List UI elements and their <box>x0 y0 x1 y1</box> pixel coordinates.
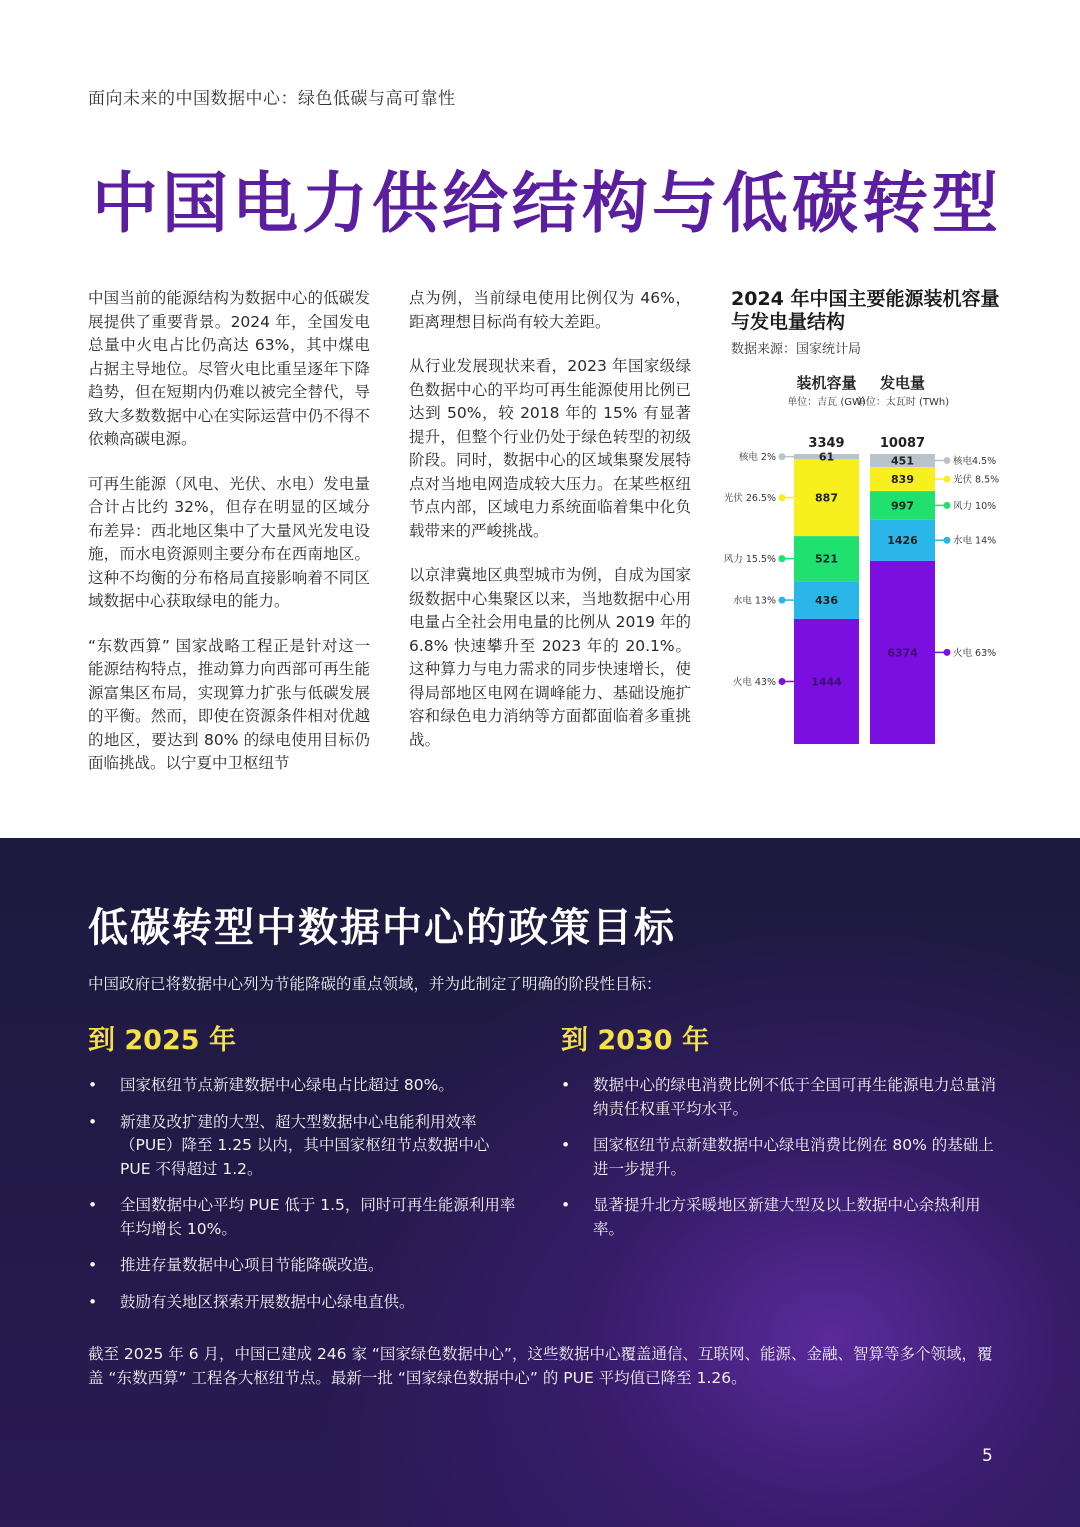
list-item: • 新建及改扩建的大型、超大型数据中心电能利用效率（PUE）降至 1.25 以内，其中国家枢纽节点数据中心 PUE 不得超过 1.2。 <box>88 1111 523 1182</box>
bar-value-label: 61 <box>818 450 835 464</box>
segment-percent-label: 风力 10% <box>953 500 997 512</box>
paragraph: 可再生能源（风电、光伏、水电）发电量合计占比约 32%，但存在明显的区域分布差异：西北地区集中了大量风光发电设施，而水电资源则主要分布在西南地区。这种不均衡的分布格局直接影响着不同区域数据中心获取绿电的能力。 <box>88 474 370 610</box>
paragraph: 中国当前的能源结构为数据中心的低碳发展提供了重要背景。2024 年，全国发电总量中火电占比仍高达 63%，其中煤电占据主导地位。尽管火电比重呈逐年下降趋势，但在短期内仍难以被完全替代，导致大多数数据中心在实际运营中仍不得不依赖高碳电源。 <box>88 289 370 448</box>
header-kicker: 面向未来的中国数据中心：绿色低碳与高可靠性 <box>88 89 456 109</box>
paragraph: “东数西算” 国家战略工程正是针对这一能源结构特点，推动算力向西部可再生能源富集区布局，实现算力扩张与低碳发展的平衡。然而，即使在资源条件相对优越的地区，要达到 80% 的绿电使用目标仍面临挑战。以宁夏中卫枢纽节 <box>88 636 370 772</box>
segment-percent-label: 光伏 26.5% <box>723 493 776 505</box>
legend-dot <box>779 453 786 460</box>
legend-dot <box>944 457 951 464</box>
legend-dot <box>944 502 951 509</box>
legend-dot <box>944 476 951 483</box>
text-column-2 <box>409 287 691 773</box>
bar-value-label: 887 <box>815 491 838 505</box>
legend-dot <box>944 649 951 656</box>
page-title: 中国电力供给结构与低碳转型 <box>92 165 1002 242</box>
list-2025 <box>88 1074 523 1327</box>
segment-percent-label: 核电 2% <box>738 452 776 464</box>
segment-percent-label: 核电4.5% <box>953 455 997 467</box>
segment-percent-label: 水电 14% <box>953 535 997 547</box>
policy-title: 低碳转型中数据中心的政策目标 <box>88 905 676 951</box>
list-item: • 国家枢纽节点新建数据中心绿电消费比例在 80% 的基础上进一步提升。 <box>561 1134 996 1181</box>
paragraph: 点为例，当前绿电使用比例仅为 46%，距离理想目标尚有较大差距。 <box>409 289 691 331</box>
bar-value-label: 521 <box>815 552 838 566</box>
bar-group-unit: 单位：吉瓦 (GW) <box>787 397 866 408</box>
legend-dot <box>779 678 786 685</box>
bar-total-label: 3349 <box>808 436 845 451</box>
bar-value-label: 1426 <box>887 534 918 548</box>
paragraph: 以京津冀地区典型城市为例，自成为国家级数据中心集聚区以来，当地数据中心用电量占全社会用电量的比例从 2019 年的 6.8% 快速攀升至 2023 年的 20.1%。这种算力与电力需求的同步快速增长，使得局部地区电网在调峰能力、基础设施扩容和绿色电力消纳等方面都面临着多重挑战。 <box>409 566 691 749</box>
text-column-1 <box>88 287 370 797</box>
bar-value-label: 451 <box>891 454 914 468</box>
list-item: • 数据中心的绿电消费比例不低于全国可再生能源电力总量消纳责任权重平均水平。 <box>561 1074 996 1121</box>
segment-percent-label: 火电 43% <box>732 676 776 688</box>
list-item: • 推进存量数据中心项目节能降碳改造。 <box>88 1254 523 1278</box>
energy-chart <box>720 288 1020 758</box>
segment-percent-label: 火电 63% <box>953 647 997 659</box>
chart-source: 数据来源：国家统计局 <box>731 342 862 357</box>
heading-2025: 到 2025 年 <box>88 1025 236 1056</box>
list-2030 <box>561 1074 996 1254</box>
legend-dot <box>944 537 951 544</box>
policy-section <box>0 838 1080 1527</box>
page-number: 5 <box>982 1446 993 1466</box>
bar-value-label: 1444 <box>811 675 842 689</box>
list-item: • 国家枢纽节点新建数据中心绿电占比超过 80%。 <box>88 1074 523 1098</box>
bar-value-label: 436 <box>815 594 838 608</box>
bar-group-unit: 单位：太瓦时 (TWh) <box>855 397 950 408</box>
bar-group-title: 装机容量 <box>796 374 857 392</box>
legend-dot <box>779 555 786 562</box>
bar-value-label: 839 <box>891 473 914 487</box>
segment-percent-label: 风力 15.5% <box>723 554 776 566</box>
list-item: • 鼓励有关地区探索开展数据中心绿电直供。 <box>88 1291 523 1315</box>
segment-percent-label: 水电 13% <box>732 595 776 607</box>
chart-title: 2024 年中国主要能源装机容量与发电量结构 <box>731 288 1000 333</box>
policy-intro: 中国政府已将数据中心列为节能降碳的重点领域，并为此制定了明确的阶段性目标： <box>88 975 662 993</box>
bar-total-label: 10087 <box>879 436 926 451</box>
stacked-bar-chart <box>720 368 1020 758</box>
bar-value-label: 997 <box>891 499 914 513</box>
legend-dot <box>779 494 786 501</box>
paragraph: 从行业发展现状来看，2023 年国家级绿色数据中心的平均可再生能源使用比例已达到 50%，较 2018 年的 15% 有显著提升，但整个行业仍处于绿色转型的初级阶段。同时，数据中心的区域集聚发展特点对当地电网造成较大压力。在某些枢纽节点内部，区域电力系统面临着集中化负载带来的严峻挑战。 <box>409 357 691 540</box>
list-item: • 全国数据中心平均 PUE 低于 1.5，同时可再生能源利用率年均增长 10%。 <box>88 1194 523 1241</box>
legend-dot <box>779 597 786 604</box>
heading-2030: 到 2030 年 <box>561 1025 709 1056</box>
list-item: • 显著提升北方采暖地区新建大型及以上数据中心余热利用率。 <box>561 1194 996 1241</box>
bar-value-label: 6374 <box>887 646 918 660</box>
segment-percent-label: 光伏 8.5% <box>953 474 1000 486</box>
bar-group-title: 发电量 <box>879 374 926 392</box>
policy-footer-text: 截至 2025 年 6 月，中国已建成 246 家 “国家绿色数据中心”，这些数据中心覆盖通信、互联网、能源、金融、智算等多个领域，覆盖 “东数西算” 工程各大枢纽节点。最新一批 “国家绿色数据中心” 的 PUE 平均值已降至 1.26。 <box>88 1345 993 1387</box>
